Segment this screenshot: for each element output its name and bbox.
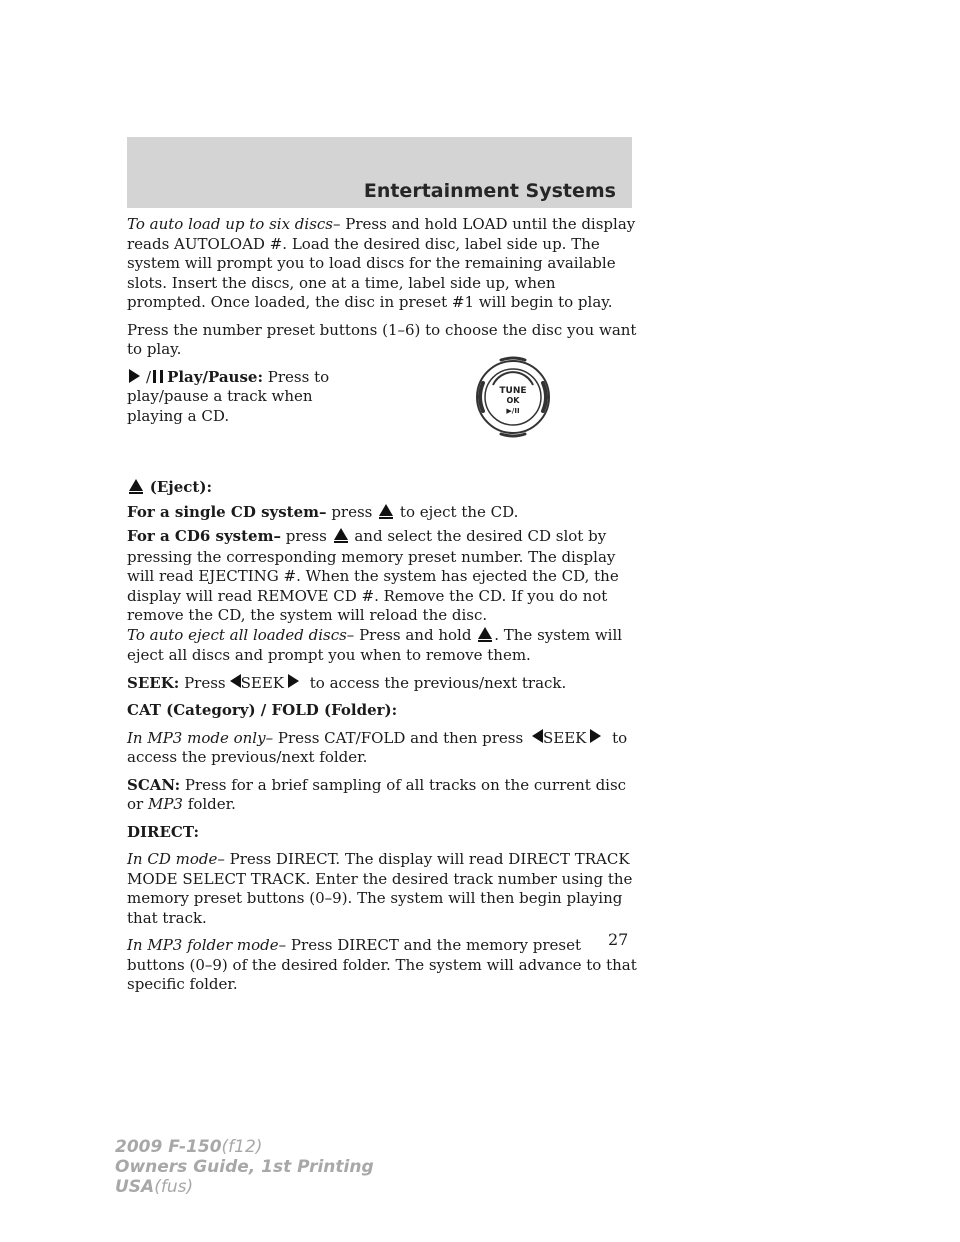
scan-label: SCAN: <box>127 775 181 794</box>
seek-press: Press <box>184 673 226 692</box>
scan-text1: Press for a brief sampling of all tracks on the current disc or <box>127 775 627 813</box>
eject-single-text: to eject the CD. <box>399 502 519 521</box>
direct-mp3-lead: In MP3 folder mode <box>127 936 279 954</box>
footer-model-code: (f12) <box>221 1137 263 1157</box>
eject-icon <box>478 627 492 647</box>
seek-back-icon <box>532 729 543 743</box>
eject-cd6-label: For a CD6 system– <box>127 527 281 545</box>
header-band <box>127 137 632 208</box>
catfold-text2: to access the previous/next folder. <box>127 728 628 766</box>
seek-label: SEEK: <box>127 673 180 692</box>
eject-auto-text1: – Press and hold <box>346 625 472 644</box>
scan-paragraph <box>127 776 637 815</box>
scan-mp3: MP3 <box>147 795 183 813</box>
footer-model: 2009 F-150 <box>115 1137 222 1157</box>
eject-icon <box>334 528 348 548</box>
direct-cd-text: – Press DIRECT. The display will read DIRECT TRACK MODE SELECT TRACK. Enter the desired track number using the memory preset buttons (0–9). The system will then begin playing that track. <box>127 850 633 927</box>
seek-back-icon <box>230 674 241 688</box>
catfold-text1: – Press CAT/FOLD and then press <box>265 728 524 747</box>
direct-mp3-text: – Press DIRECT and the memory preset buttons (0–9) of the desired folder. The system will advance to that specific folder. <box>127 936 637 993</box>
catfold-mid: SEEK <box>542 728 587 747</box>
footer-market-code: (fus) <box>154 1177 194 1197</box>
eject-auto-paragraph <box>127 626 637 666</box>
catfold-heading: CAT (Category) / FOLD (Folder): <box>127 701 398 719</box>
eject-cd6-press: press <box>285 527 327 545</box>
scan-text2: folder. <box>187 795 236 813</box>
footer <box>115 1137 374 1197</box>
knob-label-tune: TUNE <box>499 386 527 396</box>
seek-mid: SEEK <box>240 673 284 692</box>
play-pause-text: Press to play/pause a track when playing a CD. <box>127 367 330 425</box>
play-pause-label: Play/Pause: <box>167 367 263 386</box>
direct-cd-lead: In CD mode <box>127 850 218 868</box>
seek-forward-icon <box>590 729 601 743</box>
preset-paragraph: Press the number preset buttons (1–6) to choose the disc you want to play. <box>127 320 637 358</box>
eject-auto-lead: To auto eject all loaded discs <box>127 625 347 644</box>
page-content <box>127 215 637 1003</box>
seek-forward-icon <box>288 674 299 688</box>
pause-icon <box>153 370 163 383</box>
page-number: 27 <box>608 930 629 949</box>
catfold-lead: In MP3 mode only <box>127 728 266 747</box>
direct-cd-paragraph <box>127 850 637 928</box>
play-pause-slash: / <box>146 367 152 386</box>
eject-icon <box>129 479 143 499</box>
footer-line-3 <box>115 1177 374 1197</box>
eject-heading-label: (Eject): <box>149 478 212 496</box>
autoload-paragraph <box>127 215 637 313</box>
section-title: Entertainment Systems <box>363 180 616 202</box>
direct-mp3-paragraph <box>127 936 637 995</box>
play-pause-paragraph <box>127 368 367 427</box>
eject-auto-text2: . The system will eject all discs and prompt you when to remove them. <box>127 625 623 664</box>
knob-label-ok: OK <box>506 396 520 405</box>
eject-single-press: press <box>331 502 373 521</box>
eject-icon <box>379 504 393 524</box>
eject-single-paragraph <box>127 503 637 524</box>
knob-label-playpause: ▶/II <box>506 407 520 415</box>
autoload-text: – Press and hold LOAD until the display reads AUTOLOAD #. Load the desired disc, label side up. The system will prompt you to load discs for the remaining available slots. Insert the discs, one at a time, label side up, when prompted. Once loaded, the disc in preset #1 will begin to play. <box>127 215 636 311</box>
tune-knob-icon <box>471 355 555 439</box>
autoload-lead: To auto load up to six discs <box>127 215 333 233</box>
play-icon <box>129 369 140 383</box>
eject-cd6-paragraph <box>127 527 637 626</box>
footer-line-1 <box>115 1137 374 1157</box>
footer-market: USA <box>115 1177 155 1197</box>
catfold-paragraph <box>127 729 637 768</box>
seek-text: to access the previous/next track. <box>309 673 567 692</box>
direct-heading: DIRECT: <box>127 822 200 841</box>
eject-single-label: For a single CD system– <box>127 502 327 521</box>
footer-line-2: Owners Guide, 1st Printing <box>115 1157 374 1177</box>
eject-cd6-text: and select the desired CD slot by pressing the corresponding memory preset number. The display will read EJECTING #. When the system has ejected the CD, the display will read REMOVE CD #. Remove the CD. If you do not remove the CD, the system will reload the disc. <box>127 527 619 624</box>
eject-heading <box>127 478 637 499</box>
seek-paragraph <box>127 674 637 694</box>
